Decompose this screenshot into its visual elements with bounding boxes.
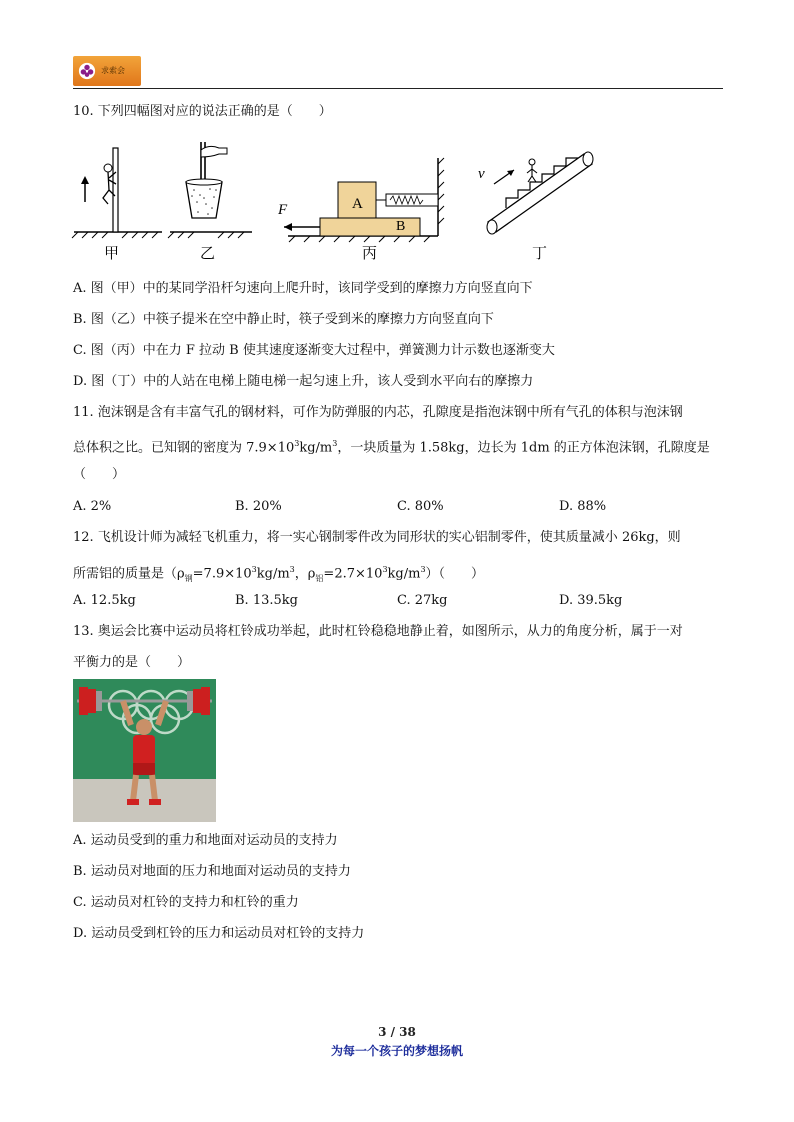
figure-label-yi: 乙	[200, 244, 216, 262]
page-number: 3 / 38	[378, 1025, 416, 1039]
brand-logo	[73, 56, 141, 86]
q13-line1: 13. 奥运会比赛中运动员将杠铃成功举起，此时杠铃稳稳地静止着，如图所示，从力的角度分析，属于一对	[73, 624, 683, 639]
q11-option-c: C. 80%	[397, 499, 444, 514]
q12-option-b: B. 13.5kg	[235, 593, 298, 608]
figure-label-ding: 丁	[532, 244, 548, 262]
figure-label-bing: 丙	[362, 244, 378, 262]
q12-line2: 所需铝的质量是（$\rho_钢=7.9\times 10^3kg/m^3$，$\rho_铝=2.7\times 10^3kg/m^3$）（ ）	[73, 565, 485, 583]
q11-line3: （ ）	[73, 467, 126, 482]
block-b-label: B	[396, 219, 406, 234]
q12-option-a: A. 12.5kg	[73, 593, 136, 608]
q12-line1: 12. 飞机设计师为减轻飞机重力，将一实心钢制零件改为同形状的实心铝制零件，使其质量减小 26kg，则	[73, 530, 681, 545]
q12-option-d: D. 39.5kg	[559, 593, 623, 608]
q13-option-b: B. 运动员对地面的压力和地面对运动员的支持力	[73, 864, 351, 879]
q10-option-a: A. 图（甲）中的某同学沿杆匀速向上爬升时，该同学受到的摩擦力方向竖直向下	[73, 281, 533, 296]
force-f-label: F	[278, 202, 288, 218]
q10-figure	[70, 140, 610, 268]
q10-stem: 10. 下列四幅图对应的说法正确的是（ ）	[73, 104, 332, 119]
q13-option-c: C. 运动员对杠铃的支持力和杠铃的重力	[73, 895, 299, 910]
header-rule	[73, 88, 723, 89]
q10-option-c: C. 图（丙）中在力 F 拉动 B 使其速度逐渐变大过程中，弹簧测力计示数也逐渐变大	[73, 343, 555, 358]
q11-option-d: D. 88%	[559, 499, 607, 514]
block-a-label: A	[352, 196, 363, 212]
q12-option-c: C. 27kg	[397, 593, 448, 608]
figure-yi	[168, 142, 252, 262]
q11-line1: 11. 泡沫钢是含有丰富气孔的钢材料，可作为防弹服的内芯，孔隙度是指泡沫钢中所有气孔的体积与泡沫钢	[73, 405, 683, 420]
q10-option-b: B. 图（乙）中筷子提米在空中静止时，筷子受到米的摩擦力方向竖直向下	[73, 312, 494, 327]
figure-label-jia: 甲	[104, 244, 120, 262]
q13-option-a: A. 运动员受到的重力和地面对运动员的支持力	[73, 833, 338, 848]
q11-line2: 总体积之比。已知钢的密度为 $7.9\times 10^3kg/m^3$，一块质量为 1.58kg，边长为 1dm 的正方体泡沫钢，孔隙度是	[73, 439, 710, 456]
figure-jia	[72, 148, 162, 262]
figure-ding	[478, 152, 593, 262]
q11-option-a: A. 2%	[73, 499, 112, 514]
q13-option-d: D. 运动员受到杠铃的压力和运动员对杠铃的支持力	[73, 926, 365, 941]
q10-option-d: D. 图（丁）中的人站在电梯上随电梯一起匀速上升，该人受到水平向右的摩擦力	[73, 374, 534, 389]
footer-slogan: 为每一个孩子的梦想扬帆	[330, 1044, 463, 1058]
figure-bing	[277, 158, 444, 262]
weightlifter-photo	[73, 679, 216, 822]
velocity-v-label: v	[478, 166, 485, 182]
logo-text: 求索会	[101, 66, 125, 75]
q11-option-b: B. 20%	[235, 499, 282, 514]
q13-line2: 平衡力的是（ ）	[73, 655, 191, 670]
flower-icon	[78, 62, 96, 80]
